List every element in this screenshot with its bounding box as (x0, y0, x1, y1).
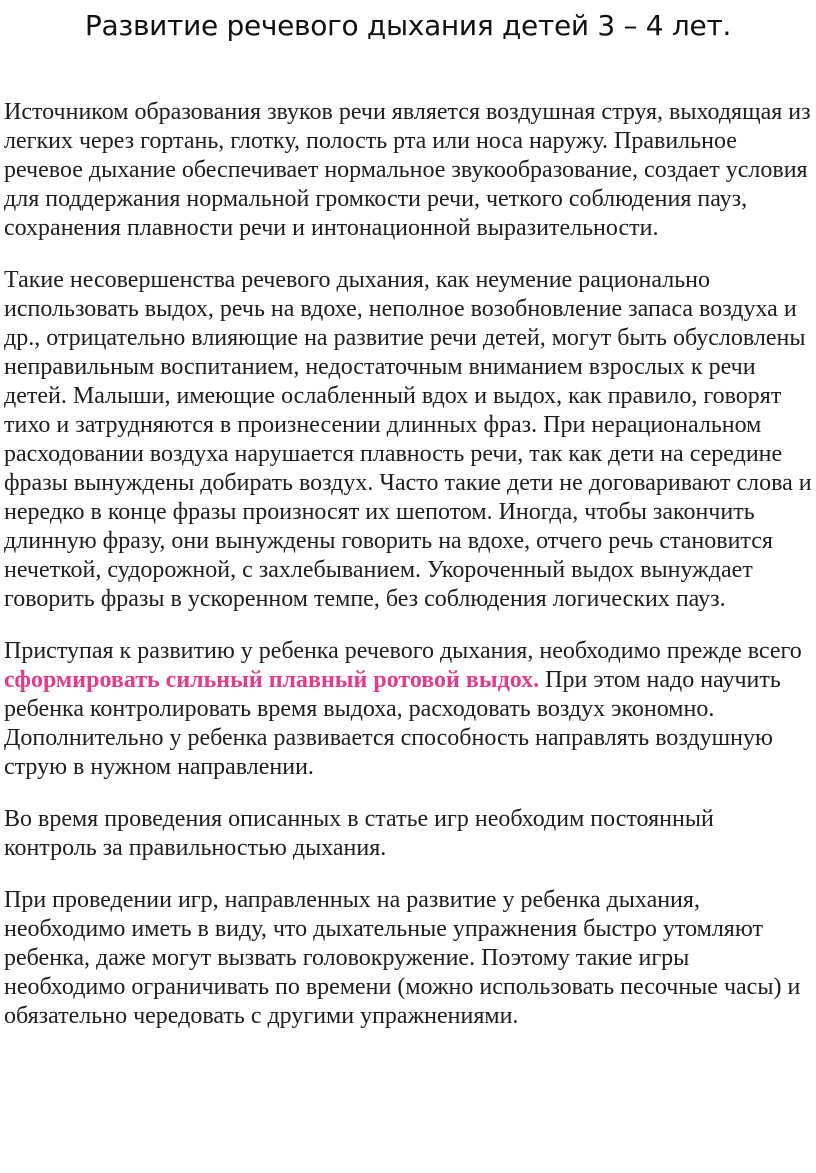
paragraph-development-approach (4, 637, 812, 782)
paragraph-text-before: Приступая к развитию у ребенка речевого дыхания, необходимо прежде всего (4, 638, 802, 664)
paragraph-breathing-deficiencies: Такие несовершенства речевого дыхания, как неумение рационально использовать выдох, речь на вдохе, неполное возобновление запаса воздуха и др., отрицательно влияющие на развитие речи детей, могут быть обусловлены неправильным воспитанием, недостаточным вниманием взрослых к речи детей. Малыши, имеющие ослабленный вдох и выдох, как правило, говорят тихо и затрудняются в произнесении длинных фраз. При нерациональном расходовании воздуха нарушается плавность речи, так как дети на середине фразы вынуждены добирать воздух. Часто такие дети не договаривают слова и нередко в конце фразы произносят их шепотом. Иногда, чтобы закончить длинную фразу, они вынуждены говорить на вдохе, отчего речь становится нечеткой, судорожной, с захлебыванием. Укороченный выдох вынуждает говорить фразы в ускоренном темпе, без соблюдения логических пауз. (4, 267, 812, 612)
highlighted-phrase: сформировать сильный плавный ротовой выдох. (4, 667, 540, 693)
paragraph-breath-source: Источником образования звуков речи является воздушная струя, выходящая из легких через гортань, глотку, полость рта или носа наружу. Правильное речевое дыхание обеспечивает нормальное звукообразование, создает условия для поддержания нормальной громкости речи, четкого соблюдения пауз, сохранения плавности речи и интонационной выразительности. (4, 99, 811, 241)
page-title: Развитие речевого дыхания детей 3 – 4 лет. (84, 9, 732, 42)
paragraph-game-caution: При проведении игр, направленных на развитие у ребенка дыхания, необходимо иметь в виду, что дыхательные упражнения быстро утомляют ребенка, даже могут вызвать головокружение. Поэтому такие игры необходимо ограничивать по времени (можно использовать песочные часы) и обязательно чередовать с другими упражнениями. (4, 887, 801, 1029)
paragraph-text-after: При этом надо научить ребенка контролировать время выдоха, расходовать воздух экономно. Дополнительно у ребенка развивается способность направлять воздушную струю в нужном направлении. (4, 667, 781, 780)
document-body (4, 98, 812, 1054)
paragraph-breath-control: Во время проведения описанных в статье игр необходим постоянный контроль за правильностью дыхания. (4, 806, 714, 861)
